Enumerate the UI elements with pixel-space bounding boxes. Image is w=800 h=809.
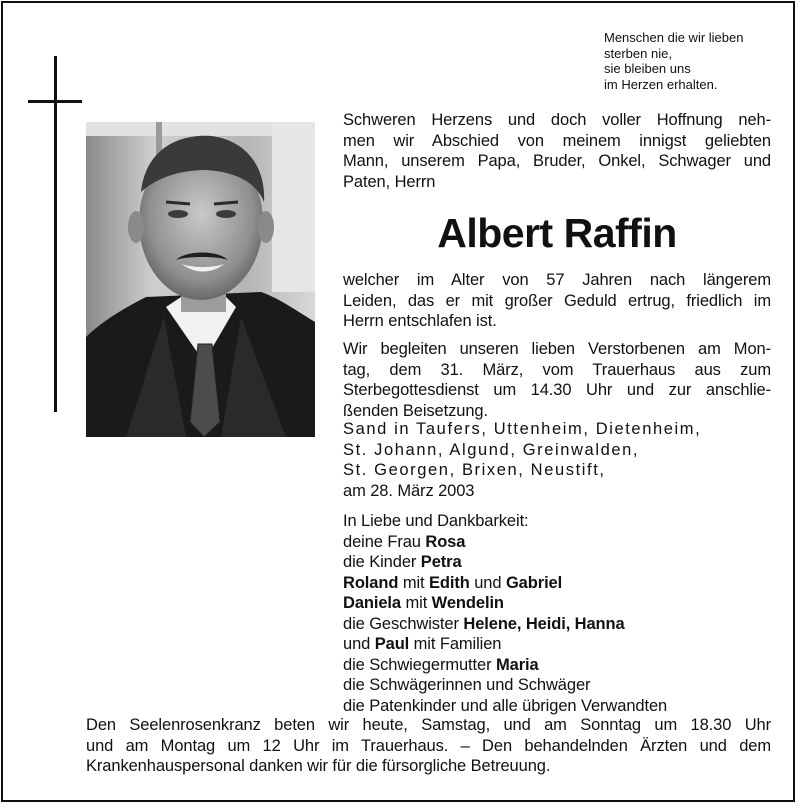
intro-line: Schweren Herzens und doch voller Hoffnung neh- [343,111,771,129]
family-member-name: Wendelin [431,594,504,612]
footer-line: und am Montag um 12 Uhr im Trauerhaus. – Den behandelnden Ärzten und dem [86,736,771,755]
paragraph-line: Sterbegottesdienst um 14.30 Uhr und zur anschlie- [343,381,771,399]
family-heading: In Liebe und Dankbarkeit: [343,512,529,530]
cross-icon-bar [28,100,82,103]
footer-line: Krankenhauspersonal danken wir für die fürsorgliche Betreuung. [86,757,551,775]
paragraph-line: tag, dem 31. März, vom Trauerhaus aus zum [343,360,771,379]
footer-line: Den Seelenrosenkranz beten wir heute, Samstag, und am Sonntag um 18.30 Uhr [86,716,771,734]
family-line: die Patenkinder und alle übrigen Verwandten [343,696,668,715]
family-member-name: Paul [374,635,410,653]
memorial-quote [604,30,794,92]
paragraph-line: welcher im Alter von 57 Jahren nach längerem [343,271,771,289]
family-member-name: Daniela [343,594,401,612]
paragraph-line: Wir begleiten unseren lieben Verstorbenen am Mon- [343,340,771,358]
cross-icon [54,56,57,412]
family-line: die Schwägerinnen und Schwäger [343,676,591,694]
paragraph-line: ßenden Beisetzung. [343,401,488,420]
family-line: deine Frau Rosa [343,532,466,551]
family-line: die Kinder Petra [343,553,462,571]
family-line: und Paul mit Familien [343,635,502,653]
paragraph-line: Leiden, das er mit großer Geduld ertrug, friedlich im [343,291,771,310]
family-member-name: Roland [343,573,399,592]
family-line: Roland mit Edith und Gabriel [343,573,563,592]
notice-date: am 28. März 2003 [343,481,475,500]
intro-line: men wir Abschied von meinem innigst geliebten [343,131,771,150]
family-member-name: Helene, Heidi, Hanna [463,614,625,633]
deceased-name: Albert Raffin [437,210,677,256]
places-line: St. Johann, Algund, Greinwalden, [343,440,640,459]
quote-line: im Herzen erhalten. [604,76,718,92]
quote-line: sie bleiben uns [604,61,691,77]
family-line: Daniela mit Wendelin [343,594,504,612]
family-member-name: Petra [420,553,462,571]
quote-line: Menschen die wir lieben [604,30,744,45]
family-line: die Geschwister Helene, Heidi, Hanna [343,614,625,633]
footer-text [86,715,771,777]
paragraph-line: Herrn entschlafen ist. [343,312,497,330]
family-member-name: Edith [429,573,470,592]
portrait-photo [86,122,315,437]
death-paragraph [343,270,771,332]
family-line: die Schwiegermutter Maria [343,655,539,674]
places-line: St. Georgen, Brixen, Neustift, [343,461,606,479]
intro-line: Paten, Herrn [343,172,436,191]
intro-text [343,110,771,192]
family-list [343,511,783,716]
family-member-name: Gabriel [505,573,563,592]
places-line: Sand in Taufers, Uttenheim, Dietenheim, [343,420,702,438]
intro-line: Mann, unserem Papa, Bruder, Onkel, Schwager und [343,152,771,170]
family-member-name: Rosa [425,532,466,551]
family-member-name: Maria [496,655,539,674]
quote-line: sterben nie, [604,45,672,61]
funeral-paragraph [343,339,771,421]
places-paragraph [343,419,771,501]
